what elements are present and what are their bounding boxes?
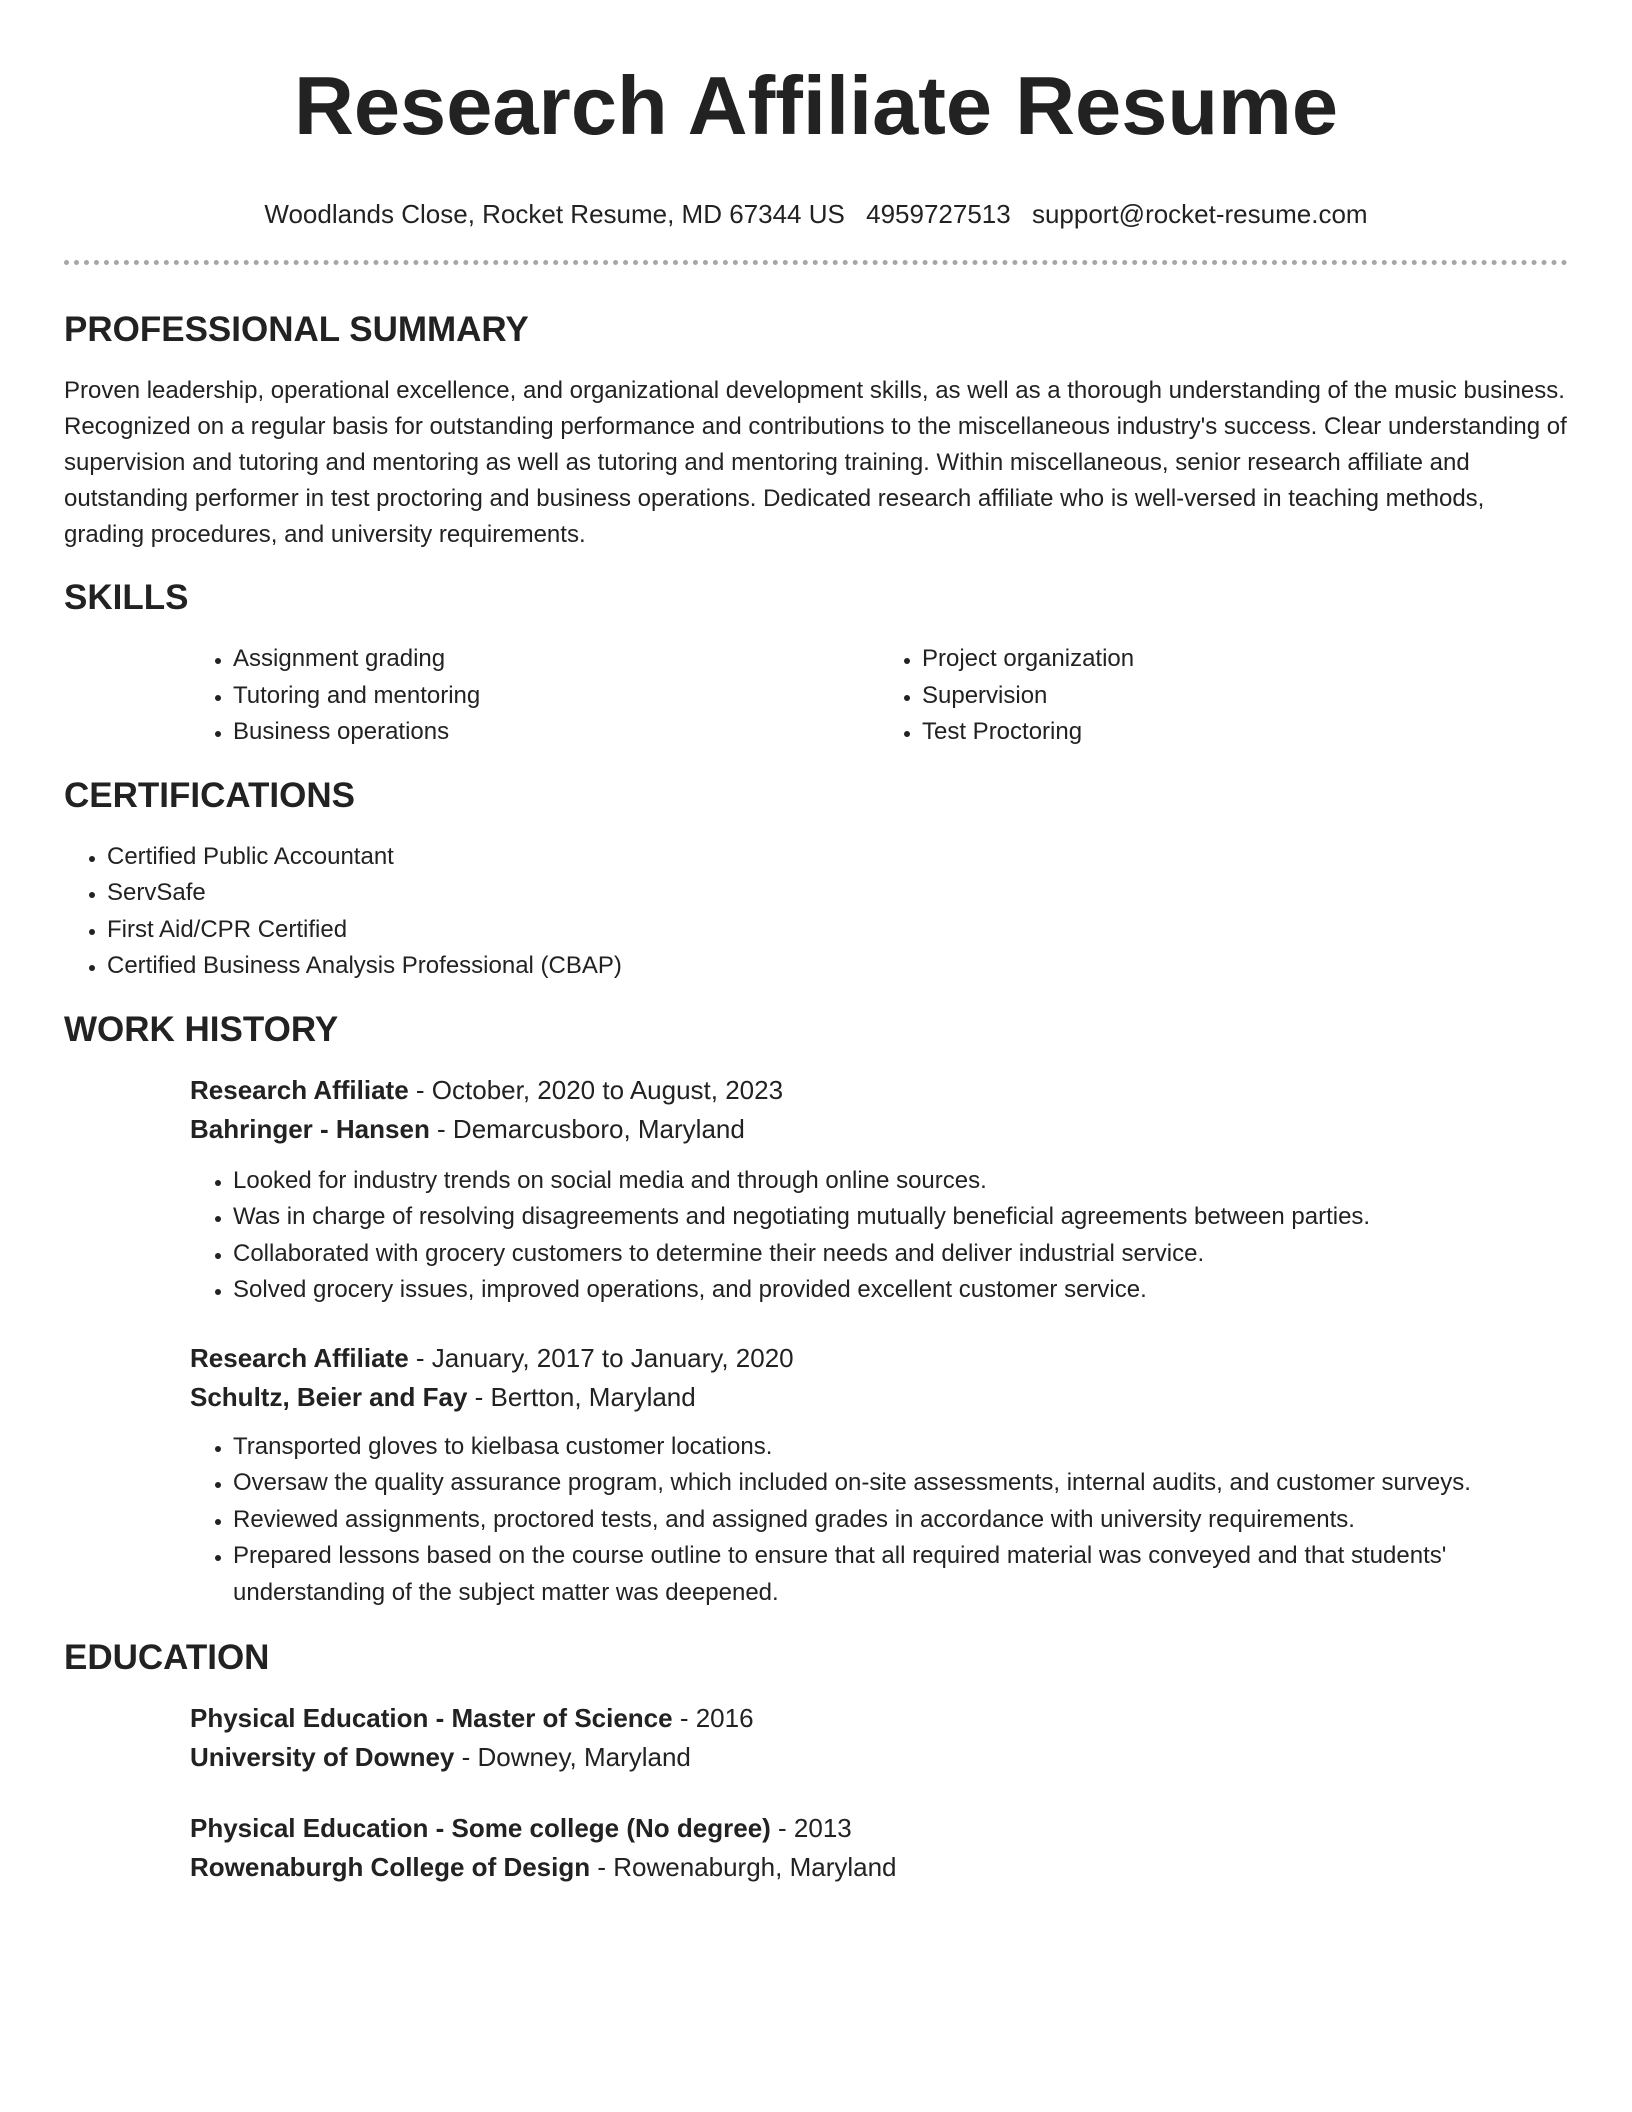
- phone: 4959727513: [866, 199, 1011, 229]
- skill-item: • Supervision: [922, 678, 1568, 715]
- skill-item: • Test Proctoring: [922, 714, 1568, 751]
- degree: Physical Education - Some college (No degree): [190, 1813, 771, 1843]
- degree: Physical Education - Master of Science: [190, 1703, 673, 1733]
- job-duty: • Transported gloves to kielbasa customer locations.: [233, 1429, 1568, 1466]
- skill-item: • Business operations: [233, 714, 879, 751]
- job-entry: [190, 1071, 1568, 1309]
- school-location: - Rowenaburgh, Maryland: [590, 1852, 897, 1882]
- job-duties: [190, 1429, 1568, 1612]
- resume-page: [64, 0, 1568, 1887]
- page-title: Research Affiliate Resume: [293, 59, 1339, 152]
- degree-line: [190, 1699, 1568, 1738]
- job-duties: [190, 1163, 1568, 1309]
- contact-line: [64, 198, 1568, 230]
- job-company: Bahringer - Hansen: [190, 1113, 430, 1144]
- school: University of Downey: [190, 1742, 455, 1772]
- job-duty: • Was in charge of resolving disagreements and negotiating mutually beneficial agreements between parties.: [233, 1199, 1568, 1236]
- job-location: - Demarcusboro, Maryland: [429, 1113, 745, 1144]
- certification-item: • First Aid/CPR Certified: [107, 912, 1568, 949]
- certification-item: • Certified Business Analysis Professional (CBAP): [107, 948, 1568, 985]
- email: support@rocket-resume.com: [1031, 199, 1368, 229]
- degree-year: - 2013: [770, 1813, 852, 1843]
- job-title-line: [190, 1339, 1568, 1378]
- skills-list: [190, 641, 1568, 751]
- certifications-list: [64, 839, 1568, 985]
- job-title: Research Affiliate: [190, 1342, 409, 1373]
- job-company-line: [190, 1110, 1568, 1149]
- job-company: Schultz, Beier and Fay: [190, 1381, 468, 1412]
- job-duty: • Solved grocery issues, improved operations, and provided excellent customer service.: [233, 1272, 1568, 1309]
- certification-item: • Certified Public Accountant: [107, 839, 1568, 876]
- skills-heading: SKILLS: [64, 578, 189, 617]
- school: Rowenaburgh College of Design: [190, 1852, 591, 1882]
- education-heading: EDUCATION: [64, 1638, 270, 1677]
- job-duty: • Oversaw the quality assurance program, which included on-site assessments, internal audits, and customer surveys.: [233, 1465, 1568, 1502]
- job-dates: - January, 2017 to January, 2020: [408, 1342, 794, 1373]
- certification-item: • ServSafe: [107, 875, 1568, 912]
- school-line: [190, 1848, 1568, 1887]
- school-line: [190, 1738, 1568, 1777]
- skill-item: • Project organization: [922, 641, 1568, 678]
- certifications-heading: CERTIFICATIONS: [64, 775, 356, 815]
- job-title-line: [190, 1071, 1568, 1110]
- skills-column-left: [190, 641, 879, 751]
- address: Woodlands Close, Rocket Resume, MD 67344 US: [264, 199, 845, 229]
- work-history-heading: WORK HISTORY: [64, 1009, 339, 1049]
- job-duty: • Collaborated with grocery customers to determine their needs and deliver industrial service.: [233, 1236, 1568, 1273]
- skill-item: • Tutoring and mentoring: [233, 678, 879, 715]
- school-location: - Downey, Maryland: [454, 1742, 691, 1772]
- skills-column-right: [879, 641, 1568, 751]
- job-dates: - October, 2020 to August, 2023: [408, 1074, 784, 1105]
- job-title: Research Affiliate: [190, 1074, 409, 1105]
- education-entry: [190, 1809, 1568, 1887]
- header-divider: [64, 260, 1568, 265]
- degree-year: - 2016: [672, 1703, 754, 1733]
- education-entry: [190, 1699, 1568, 1777]
- job-company-line: [190, 1378, 1568, 1417]
- degree-line: [190, 1809, 1568, 1848]
- job-duty: • Prepared lessons based on the course outline to ensure that all required material was conveyed and that students' understanding of the subject matter was deepened.: [233, 1538, 1568, 1611]
- summary-heading: PROFESSIONAL SUMMARY: [64, 310, 529, 349]
- summary-text: Proven leadership, operational excellence, and organizational development skills, as well as a thorough understanding of the music business. Recognized on a regular basis for outstanding performance and contributions to the miscellaneous industry's success. Clear understanding of supervision and tutoring and mentoring as well as tutoring and mentoring training. Within miscellaneous, senior research affiliate and outstanding performer in test proctoring and business operations. Dedicated research affiliate who is well-versed in teaching methods, grading procedures, and university requirements.: [64, 377, 1567, 548]
- job-duty: • Looked for industry trends on social media and through online sources.: [233, 1163, 1568, 1200]
- job-entry: [190, 1339, 1568, 1612]
- job-location: - Bertton, Maryland: [467, 1381, 696, 1412]
- skill-item: • Assignment grading: [233, 641, 879, 678]
- job-duty: • Reviewed assignments, proctored tests, and assigned grades in accordance with university requirements.: [233, 1502, 1568, 1539]
